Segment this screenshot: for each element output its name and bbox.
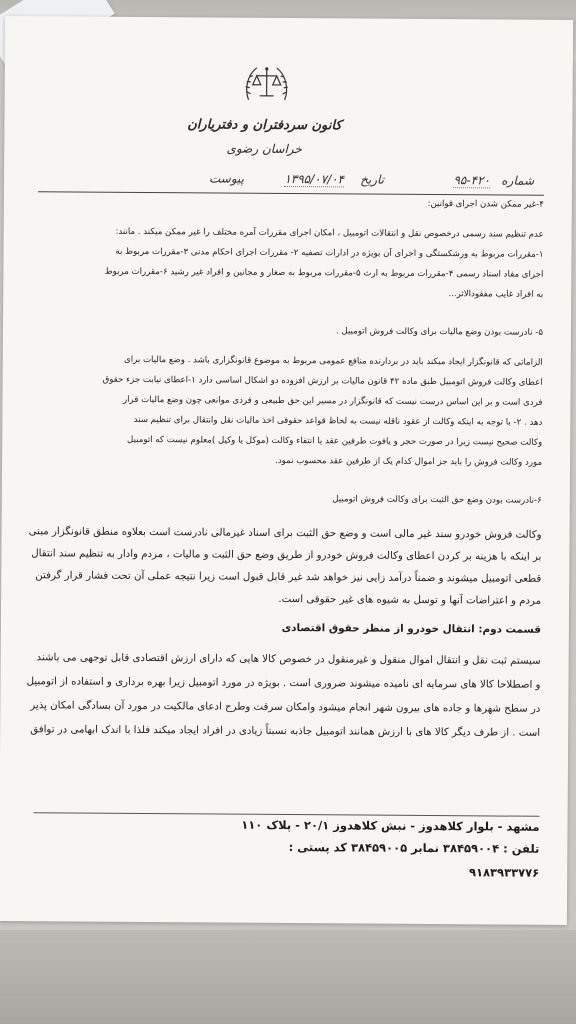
body-line: بر اینکه با هزینه بر کردن اعطای وکالت فروش خودرو از طریق وضع حق الثبت و مالیات ، مردم وادار به تنظیم سند انتقال	[31, 548, 542, 563]
body-line: در سطح شهرها و جاده های بیرون شهر انجام میشود وامکان سرقت وطرح ادعای مالکیت در مورد آن بسادگی امکان پذیر	[30, 700, 541, 715]
body-line: اعطای وکالت فروش اتومبیل طبق ماده ۴۲ قانون مالیات بر ارزش افزوده دو اشکال اساسی دارد ۱-اعطای نیابت جزء حقوق	[102, 374, 543, 388]
body-line: قطعی اتومبیل میشوند و ضمناً درآمد زایی نیز خواهد شد غیر قابل قبول است زیرا نتیجه عملی آن تحت فشار قرار گرفتن	[35, 570, 542, 585]
date-value: ۱۳۹۵/۰۷/۰۴	[284, 171, 345, 187]
footer-address: مشهد - بلوار کلاهدوز - نبش کلاهدوز ۲۰/۱ - پلاک ۱۱۰	[241, 817, 540, 834]
letter-body	[26, 196, 544, 800]
body-line: وکالت فروش خودرو سند غیر مالی است و وضع حق الثبت برای اسناد غیرمالی نادرست است بعلاوه منطق قانونگزار مبنی	[28, 526, 542, 541]
section-heading-4: ۴-غیر ممکن شدن اجرای قوانین:	[427, 198, 544, 210]
section-heading-5: ۵- نادرست بودن وضع مالیات برای وکالت فروش اتومبیل .	[335, 326, 544, 338]
section-heading-6: ۶-نادرست بودن وضع حق الثبت برای وکالت فروش اتومبیل	[332, 494, 542, 506]
body-line: است . از طرف دیگر کالا های با ارزش همانند اتومبیل جاذبه نسبتاً زیادی در افراد ایجاد میکند فلذا با اندک ابهامی در توافق	[30, 724, 541, 739]
body-line: الزاماتی که قانونگزار ایجاد میکند باید در بردارنده منافع عمومی مربوط به موضوع قانونگزاری باشد . وضع مالیات برای	[123, 354, 543, 368]
body-line: سیستم ثبت نقل و انتقال اموال منقول و غیرمنقول در خصوص کالا هایی که دارای ارزش اقتصادی قابل توجهی می باشند	[36, 652, 541, 667]
part-two-heading: قسمت دوم: انتقال خودرو از منظر حقوق اقتصادی	[281, 621, 541, 636]
body-line: فردی است و بر این اساس درست نیست که قانونگزار در مسیر این حق طبیعی و فردی موانعی چون وضع مالیات قرار	[122, 394, 543, 408]
org-name: کانون سردفتران و دفتریاران	[187, 117, 342, 134]
attachment-label: پیوست	[208, 171, 245, 186]
letter-meta	[114, 167, 534, 194]
number-value: ۹۵-۴۲۰	[453, 173, 491, 188]
number-label: شماره	[501, 173, 535, 188]
body-line: مورد وکالت فروش را باید جز اموال کدام یک از طرفین عقد محسوب نمود.	[275, 455, 543, 468]
body-line: به افراد غایب مفقودالاثر...	[448, 289, 544, 300]
body-line: وکالت صحیح نیست زیرا در صورت حجر و یافوت طرفین عقد یا انتفاء وکالت (موکل یا وکیل )معلوم نیست که اتومبیل	[127, 434, 543, 448]
background-bottom	[0, 930, 576, 1024]
footer-contact: تلفن : ۳۸۴۵۹۰۰۴ نمابر ۳۸۴۵۹۰۰۵ کد پستی :	[288, 840, 540, 856]
body-line: عدم تنظیم سند رسمی درخصوص نقل و انتقالات اتومبیل ، امکان اجرای مقررات آمره مختلف را غیر ممکن میکند . مانند:	[115, 226, 544, 240]
org-province: خراسان رضوی	[226, 141, 302, 157]
body-line: اجرای مفاد اسناد رسمی ۴-مقررات مربوط به ارث ۵-مقررات مربوط به صغار و مجانین و افراد غیر رشید ۶-مقررات مربوط	[104, 266, 544, 280]
footer-postal-code: ۹۱۸۳۹۳۳۷۷۶	[468, 865, 540, 880]
date-label: تاریخ	[360, 172, 385, 187]
body-line: دهد . ۲- با توجه به اینکه وکالت از عقود ناقله نیست به لحاظ قواعد حقوقی اخذ مالیات نقل وانتقال برای تنظیم سند	[133, 414, 543, 428]
scales-emblem-icon	[243, 62, 291, 106]
body-line: مردم و اعتراضات آنها و توسل به شیوه های غیر حقوقی است.	[278, 593, 542, 607]
body-line: ۱-مقررات مربوط به ورشکستگی و اجرای آن بویژه در ادارات تصفیه ۲- مقررات اجرای احکام مدنی ۳-مقررات مربوط به	[115, 246, 544, 260]
body-line: و اصطلاحا کالا های سرمایه ای نامیده میشوند ضروری است . بویژه در مورد اتومبیل زیرا بهره برداری و استفاده از اتومبیل	[26, 676, 541, 691]
letter-page	[0, 16, 573, 925]
